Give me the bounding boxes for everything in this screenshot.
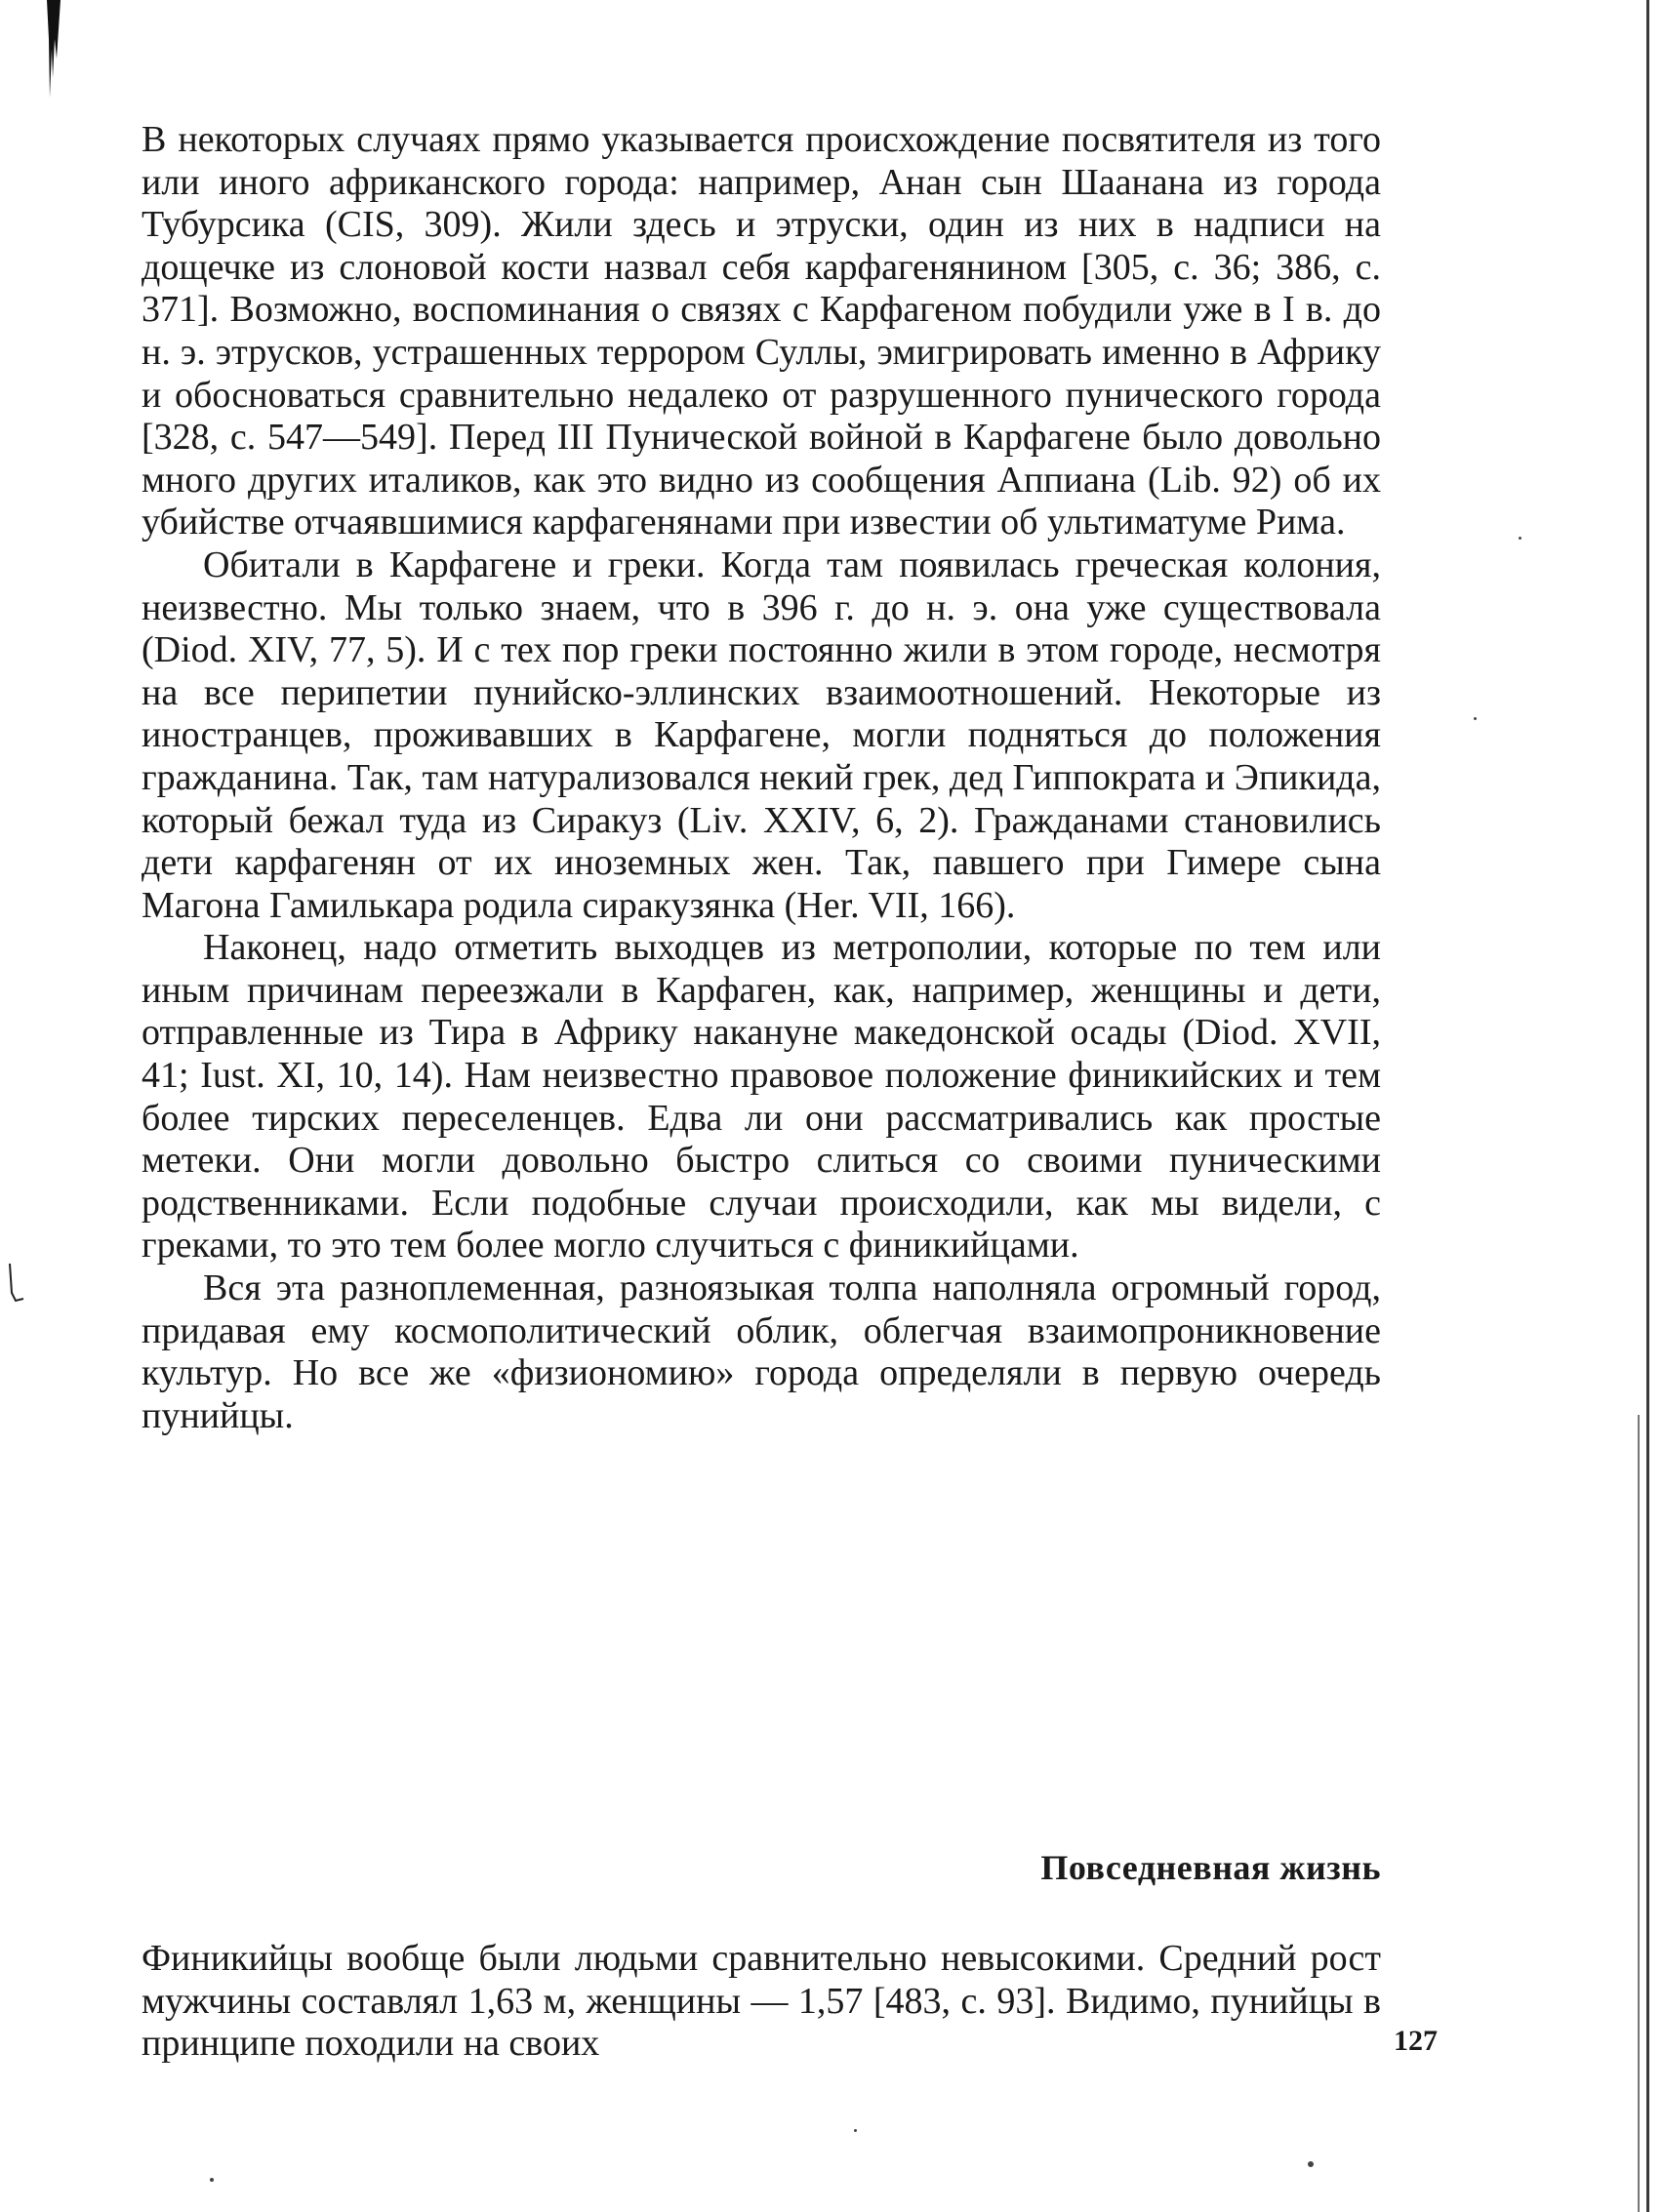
scan-artifact-mark (43, 0, 64, 117)
scan-speck (1474, 717, 1477, 720)
paragraph-1: В некоторых случаях прямо указывается происхождение посвятителя из того или иного африканского города: например, Анан сын Шаанана из города Тубурсика (CIS, 309). Жили здесь и этруски, один из них в надписи на дощечке из слоновой кости назвал себя карфагенянином [305, с. 36; 386, с. 371]. Возможно, воспоминания о связях с Карфагеном побудили уже в I в. до н. э. этрусков, устрашенных террором Суллы, эмигрировать именно в Африку и обосноваться сравнительно недалеко от разрушенного пунического города [328, с. 547—549]. Перед III Пунической войной в Карфагене было довольно много других италиков, как это видно из сообщения Аппиана (Lib. 92) об их убийстве отчаявшимися карфагенянами при известии об ультиматуме Рима. (142, 119, 1381, 543)
scan-page-edge-inner (1638, 1415, 1640, 2212)
paragraph-3: Наконец, надо отметить выходцев из метрополии, которые по тем или иным причинам переезжали в Карфаген, как, например, женщины и дети, отправленные из Тира в Африку накануне македонской осады (Diod. XVII, 41; Iust. XI, 10, 14). Нам неизвестно правовое положение финикийских и тем более тирских переселенцев. Едва ли они рассматривались как простые метеки. Они могли довольно быстро слиться со своими пуническими родственниками. Если подобные случаи происходили, как мы видели, с греками, то это тем более могло случиться с финикийцами. (142, 927, 1381, 1267)
paragraph-4: Вся эта разноплеменная, разноязыкая толпа наполняла огромный город, придавая ему космополитический облик, облегчая взаимопроникновение культур. Но все же «физиономию» города определяли в первую очередь пунийцы. (142, 1267, 1381, 1436)
scan-artifact-mark-left (2, 1264, 31, 1312)
scan-page-edge (1646, 0, 1649, 2212)
scan-speck (210, 2178, 214, 2182)
page-number: 127 (1394, 2025, 1438, 2057)
scan-speck (1308, 2161, 1314, 2167)
main-text-block (142, 119, 1381, 1437)
paragraph-2: Обитали в Карфагене и греки. Когда там появилась греческая колония, неизвестно. Мы только знаем, что в 396 г. до н. э. она уже существовала (Diod. XIV, 77, 5). И с тех пор греки постоянно жили в этом городе, несмотря на все перипетии пунийско-эллинских взаимоотношений. Некоторые из иностранцев, проживавших в Карфагене, могли подняться до положения гражданина. Так, там натурализовался некий грек, дед Гиппократа и Эпикида, который бежал туда из Сиракуз (Liv. XXIV, 6, 2). Гражданами становились дети карфагенян от их иноземных жен. Так, павшего при Гимере сына Магона Гамилькара родила сиракузянка (Her. VII, 166). (142, 543, 1381, 926)
section-paragraph: Финикийцы вообще были людьми сравнительно невысокими. Средний рост мужчины составлял 1,63 м, женщины — 1,57 [483, с. 93]. Видимо, пунийцы в принципе походили на своих (142, 1938, 1381, 2065)
scan-speck (854, 2129, 857, 2132)
section-heading: Повседневная жизнь (1040, 1848, 1381, 1887)
section-text-block (142, 1938, 1381, 2066)
scan-speck (1519, 537, 1521, 540)
